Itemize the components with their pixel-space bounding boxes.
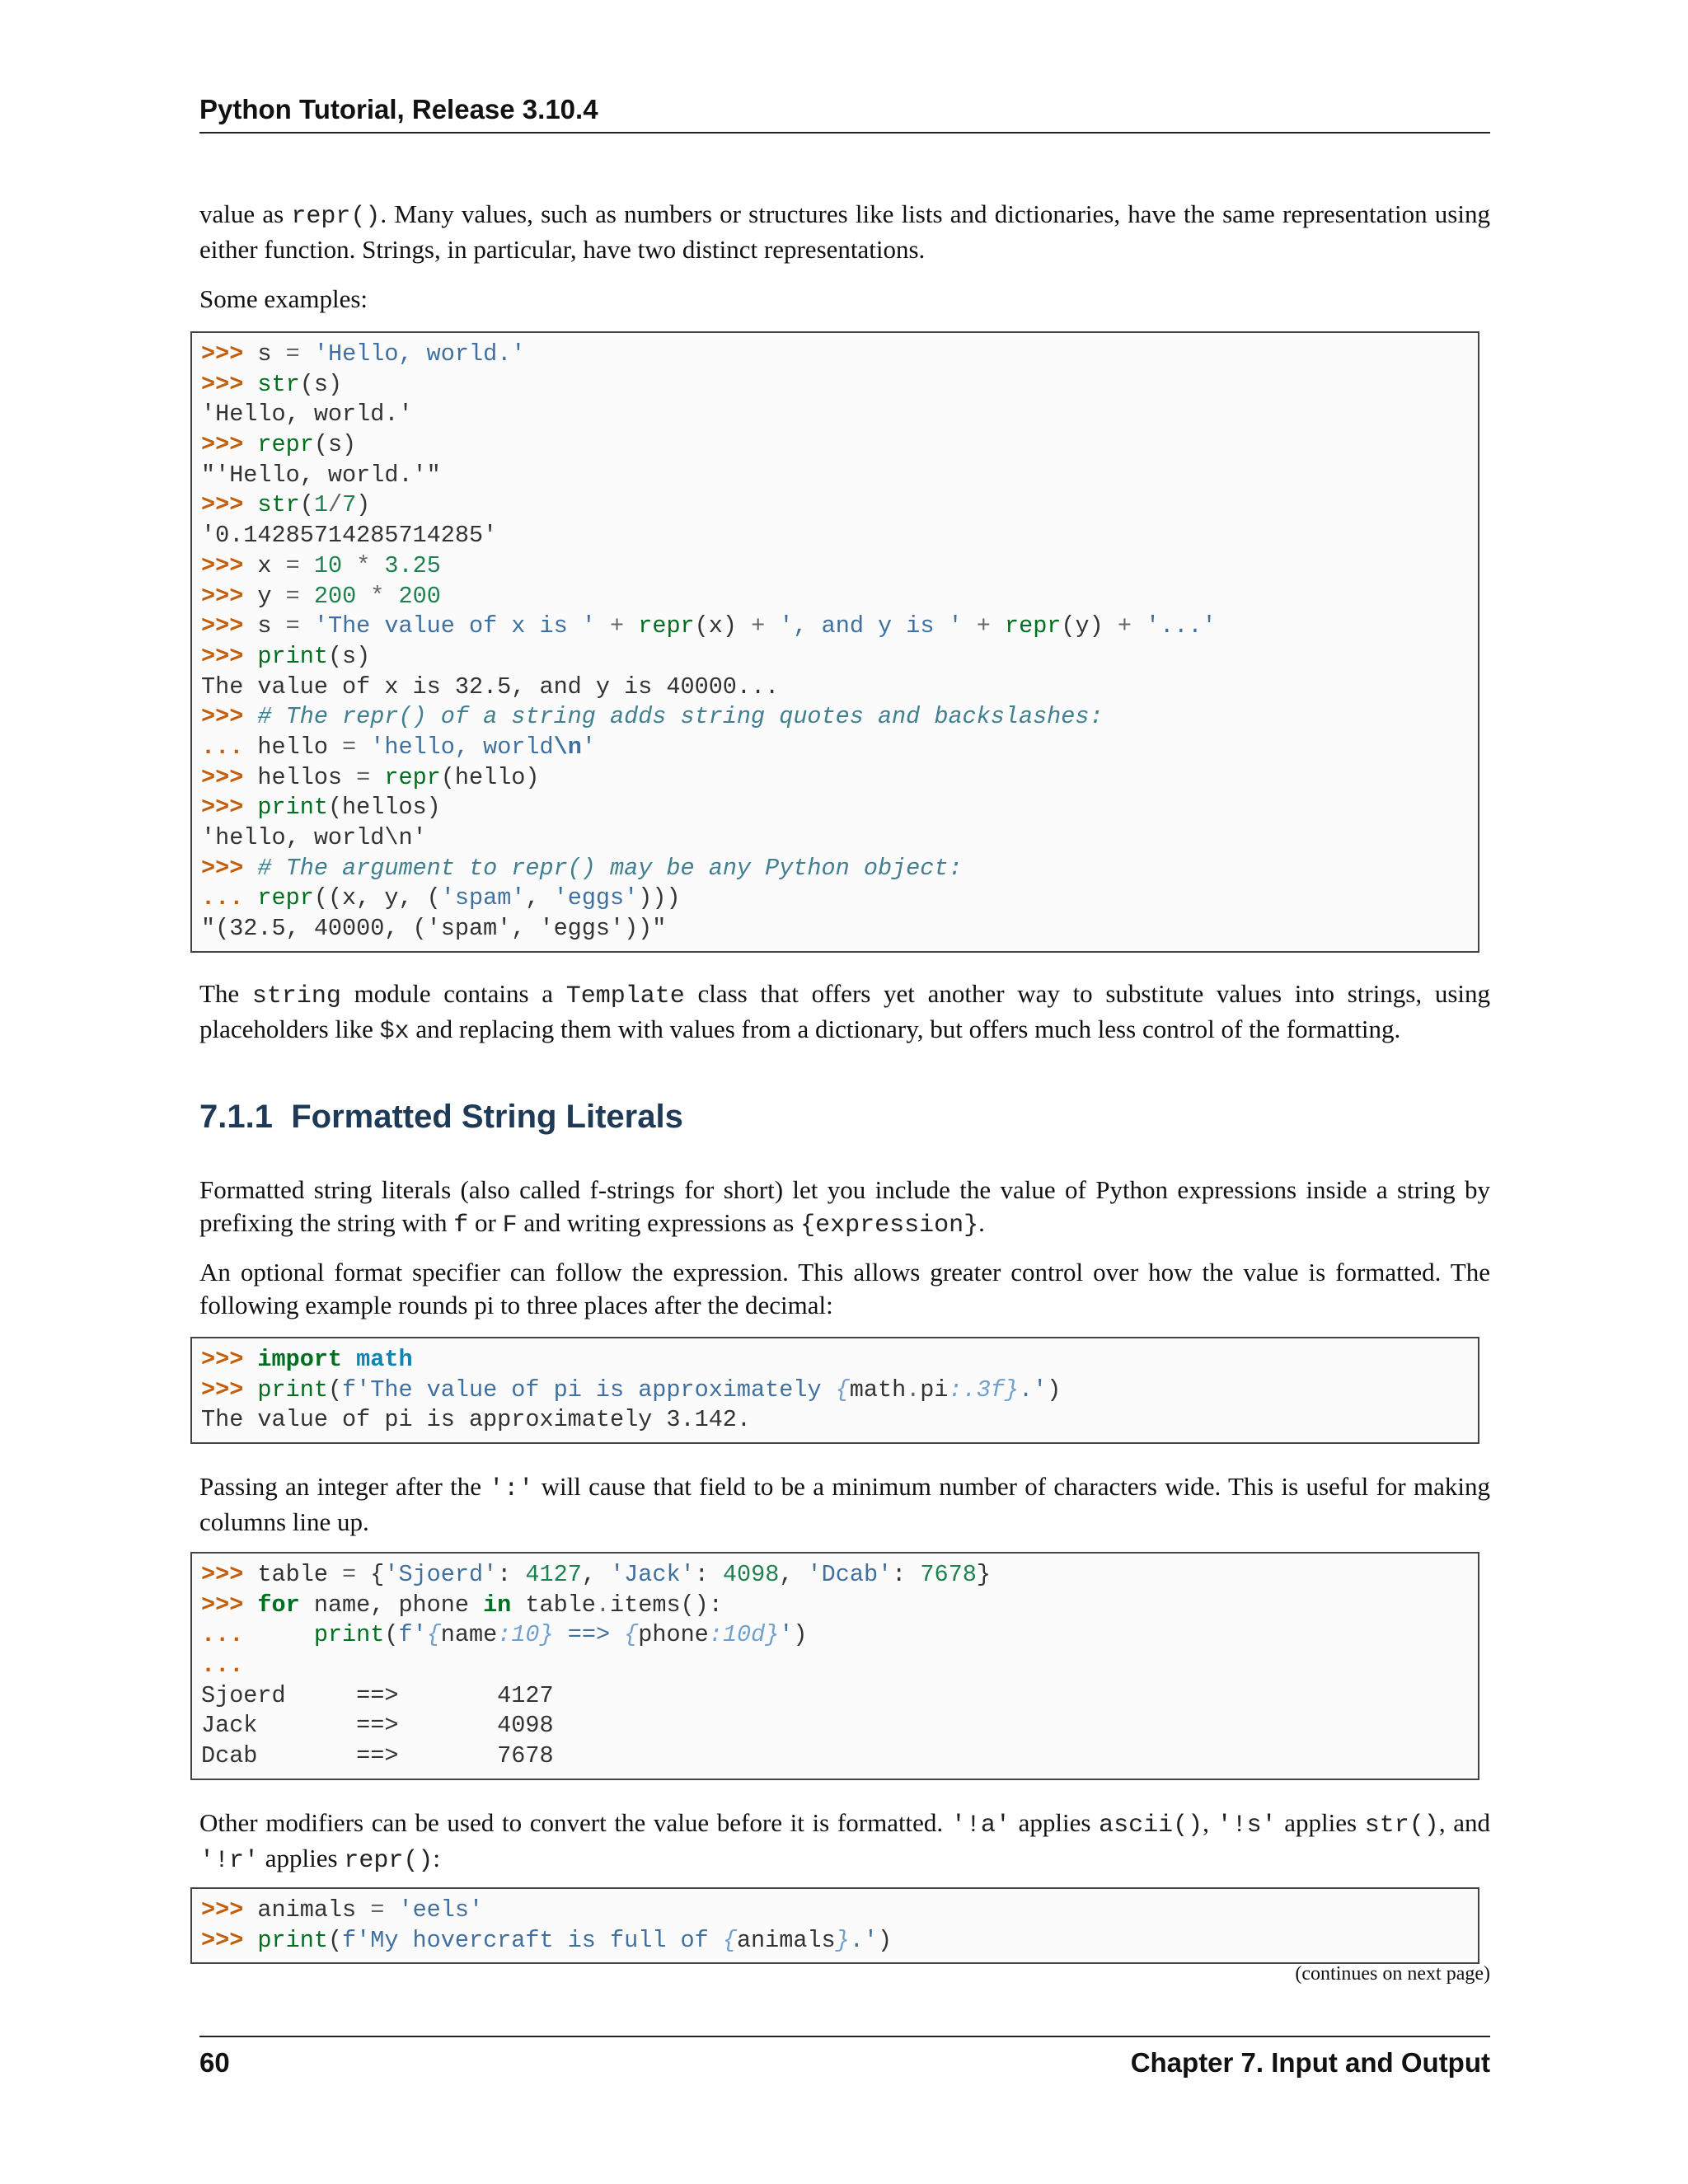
code-token: ': [779, 1621, 794, 1649]
code-token: 'Sjoerd': [384, 1561, 498, 1588]
code-block-table-example: [190, 1552, 1479, 1780]
code-token: 4127: [525, 1561, 582, 1588]
code-token: (: [384, 1621, 399, 1649]
code-token: >>>: [201, 763, 258, 791]
code-token: "'Hello, world.'": [201, 461, 441, 489]
code-token: >>>: [201, 551, 258, 579]
inline-code: string: [251, 982, 341, 1010]
code-token: >>>: [201, 703, 258, 731]
code-token: ,: [581, 1561, 611, 1588]
code-token: Sjoerd ==> 4127: [201, 1681, 554, 1709]
paragraph-fstrings-intro: Formatted string literals (also called f-strings for short) let you include the value of Python expressions inside a string by prefixing the string with f or F and writing expressions as {expression}.: [199, 1175, 1490, 1240]
code-token: ...: [201, 884, 258, 912]
code-token: # The argument to repr() may be any Python object:: [257, 854, 963, 882]
code-token: math: [849, 1376, 907, 1404]
code-token: >>>: [201, 431, 258, 459]
code-line: [201, 1651, 1478, 1681]
code-token: 'Hello, world.': [201, 401, 413, 429]
code-token: }: [835, 1926, 850, 1954]
code-token: 4098: [722, 1561, 780, 1588]
code-token: 'hello, world: [370, 733, 554, 761]
code-token: in: [483, 1591, 512, 1619]
inline-code: F: [502, 1212, 518, 1240]
code-token: +: [1117, 612, 1132, 640]
code-token: hellos: [257, 763, 357, 791]
code-token: (s): [327, 642, 371, 670]
code-token: 'Hello, world.': [313, 340, 526, 368]
code-token: :10d}: [708, 1621, 780, 1649]
code-line: [201, 521, 1478, 551]
code-token: =: [285, 612, 300, 640]
code-token: +: [610, 612, 625, 640]
code-line: [201, 1926, 1478, 1957]
code-token: >>>: [201, 1346, 258, 1373]
code-token: 10: [313, 551, 343, 579]
code-token: =: [285, 551, 300, 579]
code-token: >>>: [201, 642, 258, 670]
code-token: ', and y is ': [779, 612, 963, 640]
code-token: [963, 612, 977, 640]
inline-code: Template: [565, 982, 685, 1010]
code-token: for: [257, 1591, 300, 1619]
code-token: 200: [398, 582, 441, 610]
code-token: x: [257, 551, 286, 579]
page-footer: [199, 2036, 1490, 2078]
code-token: *: [370, 582, 385, 610]
code-token: table: [511, 1591, 596, 1619]
code-token: ,: [779, 1561, 808, 1588]
code-token: (: [299, 491, 314, 519]
code-token: 'The value of x is ': [313, 612, 596, 640]
inline-code: ascii(): [1099, 1811, 1203, 1840]
code-token: ': [581, 733, 596, 761]
code-token: 7678: [920, 1561, 977, 1588]
code-token: [300, 583, 314, 610]
code-token: phone: [638, 1621, 709, 1649]
code-token: >>>: [201, 794, 258, 822]
code-token: y: [257, 582, 286, 610]
code-token: repr: [384, 763, 441, 791]
code-token: >>>: [201, 491, 258, 519]
code-token: The value of x is 32.5, and y is 40000...: [201, 673, 780, 701]
paragraph-minimum-width: Passing an integer after the ':' will cause that field to be a minimum number of characters wide. This is useful for making columns line up.: [199, 1472, 1490, 1536]
code-token: str: [257, 370, 300, 398]
code-line: [201, 1405, 1478, 1436]
code-token: :.3f}: [948, 1376, 1020, 1404]
code-token: f'The value of pi is approximately: [342, 1376, 836, 1404]
code-token: 'hello, world\n': [201, 824, 427, 851]
code-token: >>>: [201, 370, 258, 398]
paragraph-format-specifier: An optional format specifier can follow the expression. This allows greater control over how the value is formatted. The following example rounds pi to three places after the decimal:: [199, 1258, 1490, 1319]
inline-code: repr(): [344, 1847, 434, 1875]
code-line: [201, 1896, 1478, 1926]
code-token: \n: [553, 733, 582, 761]
code-token: print: [257, 1926, 328, 1954]
code-token: animals: [257, 1896, 371, 1924]
code-token: repr: [257, 884, 314, 912]
page-number: 60: [199, 2047, 230, 2078]
code-token: print: [313, 1621, 385, 1649]
code-token: s: [257, 612, 286, 640]
code-token: 3.25: [384, 551, 441, 579]
code-token: +: [976, 612, 991, 640]
code-line: [201, 612, 1478, 642]
code-token: 200: [313, 582, 357, 610]
section-heading: [199, 1096, 683, 1137]
code-token: f'My hovercraft is full of: [342, 1926, 723, 1954]
code-line: [201, 793, 1478, 823]
code-token: :10}: [497, 1621, 554, 1649]
code-token: (: [327, 1926, 343, 1954]
code-token: ,: [525, 884, 554, 912]
code-line: [201, 1620, 1478, 1651]
code-line: [201, 370, 1478, 401]
code-line: [201, 1741, 1478, 1772]
code-token: ): [356, 491, 371, 519]
code-token: 'eels': [398, 1896, 484, 1924]
code-block-pi-example: [190, 1337, 1479, 1444]
code-token: :: [497, 1561, 526, 1588]
code-token: [596, 612, 610, 640]
code-token: print: [257, 794, 328, 822]
code-token: :: [694, 1561, 723, 1588]
code-token: hello: [257, 733, 343, 761]
continues-note: (continues on next page): [1295, 1963, 1490, 1985]
code-token: (hellos): [327, 794, 441, 822]
code-token: *: [356, 551, 371, 579]
code-line: [201, 823, 1478, 854]
code-line: [201, 1345, 1478, 1376]
inline-code: repr(): [291, 203, 381, 231]
code-token: [342, 1346, 356, 1373]
code-token: print: [257, 642, 328, 670]
code-token: [257, 1621, 313, 1648]
code-token: (s): [313, 431, 357, 459]
code-token: (y): [1061, 612, 1118, 640]
code-token: [356, 733, 370, 761]
code-token: >>>: [201, 582, 258, 610]
code-token: [384, 583, 398, 610]
code-token: [370, 764, 384, 791]
code-line: [201, 461, 1478, 491]
code-token: 'Jack': [610, 1561, 695, 1588]
code-token: >>>: [201, 612, 258, 640]
code-token: =: [285, 340, 300, 368]
code-line: [201, 1560, 1478, 1591]
code-line: [201, 551, 1478, 582]
section-number: 7.1.1: [199, 1099, 273, 1135]
code-token: [300, 612, 314, 640]
code-token: 7: [342, 491, 357, 519]
code-token: [384, 1896, 398, 1924]
code-token: '0.14285714285714285': [201, 522, 498, 550]
inline-code: '!s': [1217, 1811, 1277, 1840]
code-token: Dcab ==> 7678: [201, 1742, 554, 1770]
code-token: .: [906, 1376, 921, 1404]
code-line: [201, 340, 1478, 370]
code-token: >>>: [201, 340, 258, 368]
code-token: =: [342, 733, 357, 761]
code-token: ): [793, 1621, 808, 1649]
code-token: ): [1047, 1376, 1062, 1404]
code-line: [201, 642, 1478, 673]
code-token: name, phone: [299, 1591, 484, 1619]
code-line: [201, 582, 1478, 612]
code-token: >>>: [201, 1376, 258, 1404]
code-token: name: [440, 1621, 498, 1649]
code-token: 1: [313, 491, 328, 519]
code-line: [201, 1376, 1478, 1406]
code-token: =: [342, 1561, 357, 1588]
code-token: s: [257, 340, 286, 368]
code-line: [201, 1591, 1478, 1621]
code-token: {: [356, 1561, 385, 1588]
code-token: [300, 340, 314, 368]
code-token: +: [751, 612, 766, 640]
code-line: [201, 673, 1478, 703]
code-token: table: [257, 1561, 343, 1588]
code-token: f': [398, 1621, 427, 1649]
code-token: .: [595, 1591, 611, 1619]
paragraph-template-class: The string module contains a Template class that offers yet another way to substitute values into strings, using placeholders like $x and replacing them with values from a dictionary, but offers much less control of the formatting.: [199, 979, 1490, 1046]
code-token: "(32.5, 40000, ('spam', 'eggs'))": [201, 915, 667, 943]
code-token: [342, 552, 356, 579]
code-token: ...: [201, 1652, 244, 1680]
code-token: >>>: [201, 854, 258, 882]
code-token: animals: [736, 1926, 836, 1954]
code-token: (x): [694, 612, 752, 640]
running-header: Python Tutorial, Release 3.10.4: [199, 92, 1490, 134]
code-token: repr: [1004, 612, 1062, 640]
code-line: [201, 763, 1478, 794]
code-line: [201, 1711, 1478, 1741]
code-token: >>>: [201, 1561, 258, 1588]
code-token: >>>: [201, 1926, 258, 1954]
code-token: /: [327, 491, 343, 519]
inline-code: '!r': [199, 1847, 260, 1875]
code-token: [300, 552, 314, 579]
code-token: 'spam': [440, 884, 526, 912]
code-token: import: [257, 1346, 343, 1373]
code-token: [624, 612, 638, 640]
code-token: The value of pi is approximately 3.142.: [201, 1406, 752, 1434]
code-token: [370, 552, 384, 579]
code-token: # The repr() of a string adds string quotes and backslashes:: [257, 703, 1104, 731]
code-line: [201, 733, 1478, 763]
code-token: =: [370, 1896, 385, 1924]
code-block-repr-examples: [190, 331, 1479, 953]
code-block-animals-example: [190, 1887, 1479, 1964]
code-token: (hello): [440, 763, 540, 791]
inline-code: f: [453, 1212, 469, 1240]
code-token: [356, 583, 370, 610]
code-line: [201, 854, 1478, 884]
code-token: .': [849, 1926, 878, 1954]
code-token: items():: [610, 1591, 723, 1619]
code-token: str: [257, 491, 300, 519]
inline-code: $x: [379, 1018, 410, 1046]
code-token: ==>: [553, 1621, 625, 1649]
paragraph-repr-intro: value as repr(). Many values, such as numbers or structures like lists and dictionaries, have the same representation using either function. Strings, in particular, have two distinct representations.: [199, 199, 1490, 264]
chapter-title: Chapter 7. Input and Output: [1130, 2047, 1490, 2078]
code-token: {: [624, 1621, 639, 1649]
inline-code: '!a': [950, 1811, 1010, 1840]
code-token: }: [976, 1561, 991, 1588]
code-token: {: [426, 1621, 441, 1649]
code-token: [1132, 612, 1146, 640]
inline-code: ':': [489, 1475, 534, 1503]
code-token: {: [722, 1926, 737, 1954]
paragraph-modifiers: Other modifiers can be used to convert the value before it is formatted. '!a' applies ascii(), '!s' applies str(), and '!r' applies repr():: [199, 1808, 1491, 1875]
code-token: ...: [201, 733, 258, 761]
code-token: >>>: [201, 1591, 258, 1619]
code-token: .': [1019, 1376, 1048, 1404]
inline-code: str(): [1364, 1811, 1439, 1840]
code-line: [201, 702, 1478, 733]
code-token: (: [327, 1376, 343, 1404]
code-token: [991, 612, 1005, 640]
section-title: Formatted String Literals: [291, 1099, 683, 1135]
code-token: ...: [201, 1621, 258, 1649]
code-line: [201, 490, 1478, 521]
code-line: [201, 914, 1478, 944]
code-token: [765, 612, 779, 640]
inline-code: {expression}: [800, 1212, 979, 1240]
code-token: 'eggs': [553, 884, 639, 912]
code-line: [201, 1681, 1478, 1712]
code-line: [201, 400, 1478, 430]
code-line: [201, 883, 1478, 914]
code-token: pi: [920, 1376, 949, 1404]
code-token: >>>: [201, 1896, 258, 1924]
code-token: :: [892, 1561, 921, 1588]
code-token: 'Dcab': [807, 1561, 893, 1588]
code-token: =: [356, 763, 371, 791]
code-token: repr: [638, 612, 695, 640]
code-token: {: [835, 1376, 850, 1404]
code-line: [201, 430, 1478, 461]
code-token: '...': [1146, 612, 1217, 640]
code-token: Jack ==> 4098: [201, 1712, 554, 1740]
code-token: =: [285, 582, 300, 610]
code-token: ))): [638, 884, 681, 912]
code-token: ): [878, 1926, 893, 1954]
code-token: math: [356, 1346, 413, 1373]
paragraph-some-examples: Some examples:: [199, 284, 368, 313]
code-token: repr: [257, 431, 314, 459]
code-token: (s): [299, 370, 343, 398]
code-token: print: [257, 1376, 328, 1404]
code-token: ((x, y, (: [313, 884, 441, 912]
